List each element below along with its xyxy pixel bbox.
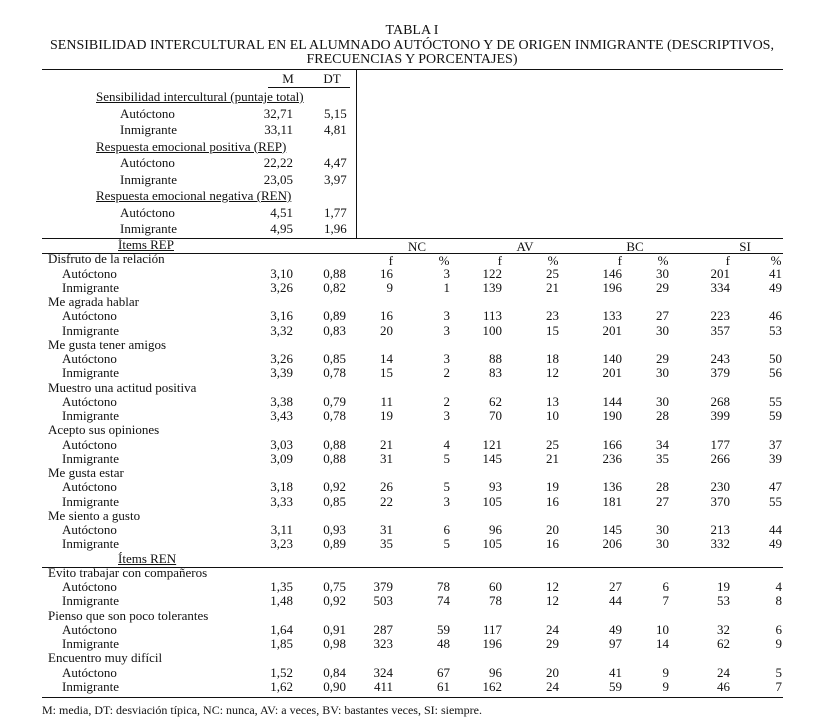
summary-row-label: Inmigrante [120,122,178,137]
item-row-m: 1,64 [270,621,293,637]
cell-freq: 236 [602,450,622,466]
item-label: Acepto sus opiniones [48,422,160,438]
cell-pct: 48 [437,636,450,651]
cell-freq: 266 [710,450,730,466]
item-label: Evito trabajar con compañeros [48,564,208,580]
item-row-m: 3,16 [270,308,293,324]
cell-freq: 177 [710,436,730,452]
top-rule [42,69,783,70]
cell-pct: 67 [437,664,450,680]
item-row-dt: 0,91 [323,621,346,637]
cell-freq: 206 [602,536,622,552]
item-row-group: Autóctono [62,522,117,537]
cell-freq: 97 [609,636,622,651]
cell-freq: 32 [717,621,730,637]
cell-freq: 370 [710,493,730,509]
cell-pct: 56 [769,365,782,381]
summary-row-dt: 3,97 [324,171,347,187]
cell-pct: 14 [656,636,669,651]
col-header-m: M [282,71,294,86]
cell-freq: 230 [710,479,730,495]
item-row-group: Autóctono [62,621,117,637]
item-row-group: Inmigrante [62,493,120,509]
cell-freq: 53 [717,593,730,609]
cell-freq: 26 [380,479,393,495]
item-label: Disfruto de la relación [48,251,165,267]
cell-pct: 27 [656,493,669,509]
cell-pct: 41 [769,265,782,281]
cell-freq: 105 [482,493,502,509]
cell-freq: 31 [380,450,393,466]
item-row-dt: 0,84 [323,664,346,680]
cell-freq: 196 [482,636,502,651]
item-row-group: Inmigrante [62,279,120,295]
cell-pct: 23 [546,308,559,324]
footnote: M: media, DT: desviación típica, NC: nunca, AV: a veces, BV: bastantes veces, SI: siempre. [42,703,482,717]
cell-pct: 21 [546,450,559,466]
cell-pct: 5 [443,536,450,552]
cell-pct: 30 [656,265,669,281]
item-label: Pienso que son poco tolerantes [48,607,209,623]
cell-freq: 19 [717,579,730,594]
summary-row-label: Inmigrante [120,221,178,236]
cell-pct: 6 [775,621,782,637]
cell-pct: 7 [662,593,669,609]
cell-freq: 399 [710,408,730,423]
cell-freq: 44 [609,593,622,609]
item-row-dt: 0,85 [323,493,346,509]
cell-pct: 47 [769,479,782,495]
cell-freq: 201 [602,365,622,381]
cell-pct: 55 [769,493,782,509]
item-row-m: 1,62 [270,678,293,694]
cell-freq: 62 [717,636,730,651]
cell-pct: 3 [443,351,450,366]
cell-freq: 332 [710,536,730,552]
freq-subheader-f: f [617,253,622,268]
summary-divider [356,69,357,238]
section-heading: Ítems REP [118,237,174,252]
cell-freq: 20 [380,322,393,338]
cell-freq: 96 [489,664,502,680]
cell-pct: 34 [656,436,669,452]
item-row-m: 3,03 [270,436,293,452]
item-row-dt: 0,92 [323,593,346,609]
freq-subheader-f: f [497,253,502,268]
freq-group-header: SI [739,239,751,254]
cell-freq: 15 [380,365,393,381]
summary-row-m: 4,95 [270,221,293,236]
item-row-dt: 0,79 [323,393,346,409]
cell-pct: 3 [443,308,450,324]
cell-freq: 62 [489,393,502,409]
cell-freq: 105 [482,536,502,552]
freq-subheader-pct: % [657,253,669,268]
item-row-m: 3,43 [270,408,293,423]
cell-freq: 122 [482,265,502,281]
cell-pct: 53 [769,322,782,338]
cell-freq: 379 [710,365,730,381]
cell-pct: 25 [546,265,559,281]
cell-pct: 29 [656,351,669,366]
item-row-m: 3,33 [270,493,293,509]
cell-freq: 190 [602,408,622,423]
cell-pct: 21 [546,279,559,295]
cell-pct: 30 [656,365,669,381]
item-row-group: Autóctono [62,664,117,680]
freq-subheader-pct: % [770,253,782,268]
cell-pct: 6 [443,522,450,537]
cell-pct: 12 [546,579,559,594]
cell-pct: 49 [769,279,782,295]
cell-freq: 88 [489,351,502,366]
item-row-dt: 0,88 [323,450,346,466]
cell-freq: 503 [373,593,393,609]
cell-freq: 145 [602,522,622,537]
cell-pct: 8 [775,593,782,609]
cell-pct: 16 [546,493,559,509]
cell-freq: 223 [710,308,730,324]
cell-pct: 18 [546,351,559,366]
item-row-dt: 0,78 [323,365,346,381]
item-row-group: Inmigrante [62,322,120,338]
cell-freq: 93 [489,479,502,495]
cell-freq: 113 [482,308,502,324]
cell-pct: 16 [546,536,559,552]
cell-pct: 7 [775,678,782,694]
item-row-group: Inmigrante [62,408,120,423]
freq-subheader-f: f [725,253,730,268]
item-row-m: 3,09 [270,450,293,466]
freq-group-header: BC [626,239,644,254]
item-row-dt: 0,98 [323,636,346,651]
summary-row-dt: 4,47 [324,155,347,170]
cell-pct: 12 [546,593,559,609]
cell-freq: 100 [482,322,502,338]
cell-pct: 19 [546,479,559,495]
item-row-group: Inmigrante [62,636,120,651]
cell-pct: 50 [769,351,782,366]
item-row-dt: 0,92 [323,479,346,495]
summary-row-dt: 4,81 [324,122,347,137]
cell-pct: 5 [775,664,782,680]
cell-freq: 16 [380,265,393,281]
freq-group-header: AV [516,239,534,254]
item-row-group: Inmigrante [62,678,120,694]
summary-row-label: Autóctono [120,155,175,170]
cell-pct: 9 [662,678,669,694]
cell-pct: 12 [546,365,559,381]
summary-heading: Respuesta emocional positiva (REP) [96,138,287,154]
cell-pct: 20 [546,664,559,680]
cell-freq: 136 [602,479,622,495]
item-row-dt: 0,89 [323,308,346,324]
item-label: Me gusta tener amigos [48,336,167,352]
item-label: Muestro una actitud positiva [48,379,197,395]
cell-freq: 323 [373,636,393,651]
item-row-dt: 0,88 [323,436,346,452]
summary-row-label: Inmigrante [120,171,178,187]
cell-pct: 28 [656,479,669,495]
cell-pct: 24 [546,621,559,637]
item-row-group: Autóctono [62,308,117,324]
table-title: TABLA I [385,23,439,38]
cell-pct: 49 [769,536,782,552]
table-subtitle-line2: FRECUENCIAS Y PORCENTAJES) [306,52,518,67]
item-row-m: 3,26 [270,351,293,366]
cell-pct: 30 [656,322,669,338]
cell-pct: 24 [546,678,559,694]
cell-pct: 15 [546,322,559,338]
summary-row-m: 23,05 [263,171,293,187]
item-row-group: Autóctono [62,393,117,409]
item-row-m: 1,52 [270,664,293,680]
cell-freq: 287 [373,621,393,637]
cell-freq: 14 [380,351,393,366]
cell-pct: 3 [443,322,450,338]
section-heading: Ítems REN [118,550,177,566]
cell-pct: 10 [546,408,559,423]
cell-freq: 268 [710,393,730,409]
freq-subheader-pct: % [438,253,450,268]
item-row-group: Autóctono [62,479,117,495]
cell-pct: 10 [656,621,669,637]
cell-freq: 201 [710,265,730,281]
summary-row-label: Autóctono [120,105,175,121]
item-row-m: 3,26 [270,279,293,295]
item-row-m: 1,48 [270,593,293,609]
cell-freq: 379 [373,579,393,594]
col-header-dt: DT [323,71,341,86]
item-label: Me agrada hablar [48,294,139,309]
summary-row-m: 33,11 [264,122,293,137]
bottom-rule [42,697,783,698]
cell-freq: 243 [710,351,730,366]
cell-freq: 31 [380,522,393,537]
summary-row-m: 32,71 [263,105,293,121]
item-row-group: Autóctono [62,351,117,366]
cell-freq: 334 [710,279,730,295]
cell-pct: 28 [656,408,669,423]
cell-pct: 13 [546,393,559,409]
item-row-dt: 0,93 [323,522,346,537]
summary-heading: Respuesta emocional negativa (REN) [96,188,292,203]
cell-pct: 46 [769,308,782,324]
item-row-dt: 0,75 [323,579,346,594]
cell-pct: 2 [443,365,450,381]
cell-freq: 41 [609,664,622,680]
cell-pct: 9 [775,636,782,651]
cell-pct: 39 [769,450,782,466]
item-row-m: 3,39 [270,365,293,381]
item-row-group: Inmigrante [62,593,120,609]
item-row-dt: 0,90 [323,678,346,694]
cell-freq: 83 [489,365,502,381]
cell-freq: 70 [489,408,502,423]
cell-freq: 133 [602,308,622,324]
cell-freq: 35 [380,536,393,552]
cell-pct: 29 [546,636,559,651]
cell-freq: 9 [386,279,393,295]
item-row-m: 1,35 [270,579,293,594]
item-row-dt: 0,82 [323,279,346,295]
cell-pct: 61 [437,678,450,694]
item-row-group: Inmigrante [62,365,120,381]
item-row-group: Inmigrante [62,450,120,466]
cell-pct: 3 [443,408,450,423]
item-row-dt: 0,88 [323,265,346,281]
cell-freq: 19 [380,408,393,423]
cell-freq: 46 [717,678,730,694]
item-row-dt: 0,89 [323,536,346,552]
cell-freq: 140 [602,351,622,366]
item-row-dt: 0,85 [323,351,346,366]
cell-freq: 96 [489,522,502,537]
cell-freq: 144 [602,393,622,409]
freq-subheader-pct: % [547,253,559,268]
freq-group-header: NC [407,239,427,254]
item-label: Me siento a gusto [48,507,141,523]
item-label: Me gusta estar [48,465,124,480]
cell-freq: 78 [489,593,502,609]
cell-pct: 5 [443,479,450,495]
cell-freq: 60 [489,579,502,594]
cell-freq: 162 [482,678,502,694]
cell-freq: 11 [380,393,393,409]
table-subtitle-line1: SENSIBILIDAD INTERCULTURAL EN EL ALUMNADO AUTÓCTONO Y DE ORIGEN INMIGRANTE (DESCRIPTIVOS, [50,38,774,53]
cell-pct: 5 [443,450,450,466]
cell-freq: 22 [380,493,393,509]
cell-freq: 121 [482,436,502,452]
item-row-dt: 0,83 [323,322,346,338]
cell-pct: 3 [443,265,450,281]
summary-row-dt: 1,77 [324,204,347,220]
cell-pct: 29 [656,279,669,295]
cell-pct: 6 [662,579,669,594]
item-row-dt: 0,78 [323,408,346,423]
cell-pct: 3 [443,493,450,509]
summary-row-m: 4,51 [270,204,293,220]
cell-freq: 201 [602,322,622,338]
cell-pct: 27 [656,308,669,324]
cell-pct: 25 [546,436,559,452]
item-label: Encuentro muy difícil [48,650,163,666]
cell-pct: 4 [443,436,450,452]
item-row-group: Autóctono [62,265,117,281]
cell-freq: 146 [602,265,622,281]
cell-freq: 411 [373,678,393,694]
cell-pct: 1 [443,279,450,295]
item-row-m: 3,38 [270,393,293,409]
cell-pct: 30 [656,536,669,552]
summary-heading: Sensibilidad intercultural (puntaje total) [96,89,304,104]
cell-pct: 37 [769,436,782,452]
cell-freq: 139 [482,279,502,295]
item-row-group: Autóctono [62,436,117,452]
cell-pct: 59 [769,408,782,423]
cell-freq: 181 [602,493,622,509]
item-row-group: Inmigrante [62,536,120,552]
cell-pct: 78 [437,579,450,594]
cell-pct: 30 [656,522,669,537]
cell-pct: 20 [546,522,559,537]
summary-row-dt: 5,15 [324,105,347,121]
cell-freq: 196 [602,279,622,295]
cell-freq: 166 [602,436,622,452]
item-row-m: 3,32 [270,322,293,338]
summary-row-label: Autóctono [120,204,175,220]
cell-pct: 44 [769,522,782,537]
summary-row-m: 22,22 [263,155,293,170]
item-row-group: Autóctono [62,579,117,594]
cell-freq: 59 [609,678,622,694]
cell-freq: 49 [609,621,622,637]
cell-pct: 9 [662,664,669,680]
cell-pct: 55 [769,393,782,409]
cell-pct: 2 [443,393,450,409]
col-header-underline [268,87,350,88]
item-row-m: 3,10 [270,265,293,281]
item-row-m: 3,18 [270,479,293,495]
item-row-m: 3,23 [270,536,293,552]
summary-row-dt: 1,96 [324,221,347,236]
cell-pct: 30 [656,393,669,409]
cell-freq: 24 [717,664,730,680]
cell-freq: 21 [380,436,393,452]
cell-freq: 213 [710,522,730,537]
cell-freq: 324 [373,664,393,680]
cell-pct: 59 [437,621,450,637]
cell-freq: 145 [482,450,502,466]
cell-freq: 357 [710,322,730,338]
cell-freq: 117 [482,621,502,637]
item-row-m: 1,85 [270,636,293,651]
cell-pct: 74 [437,593,450,609]
cell-pct: 35 [656,450,669,466]
freq-subheader-f: f [388,253,393,268]
cell-freq: 27 [609,579,622,594]
item-row-m: 3,11 [270,522,293,537]
cell-pct: 4 [775,579,782,594]
cell-freq: 16 [380,308,393,324]
